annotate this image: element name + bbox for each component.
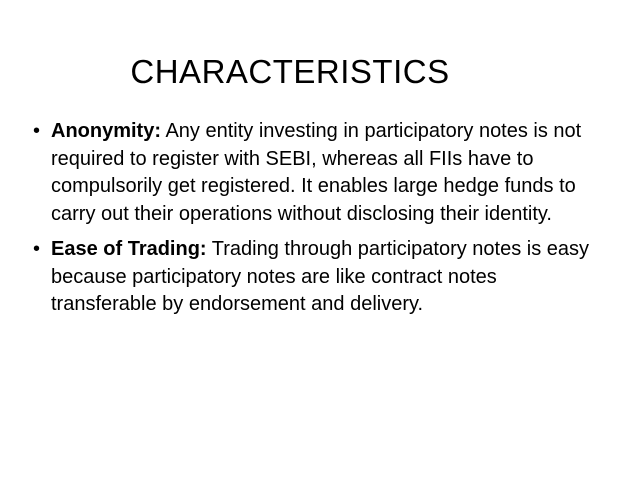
bullet-text: Any entity investing in participatory notes is not required to register with SEBI, whereas all FIIs have to compulsorily get registered. It enables large hedge funds to carry out their operations without disclosing their identity. — [51, 120, 582, 225]
bullet-icon: • — [33, 238, 41, 260]
bullet-term: Ease of Trading: — [51, 238, 207, 260]
bullet-list — [33, 118, 593, 327]
bullet-term: Anonymity: — [51, 120, 161, 142]
bullet-icon: • — [33, 120, 41, 142]
bullet-item-ease-of-trading — [33, 236, 593, 319]
slide-title: CHARACTERISTICS — [130, 53, 450, 90]
bullet-item-anonymity — [33, 118, 593, 228]
bullet-text: Trading through participatory notes is easy because participatory notes are like contract notes transferable by endorsement and delivery. — [51, 238, 590, 315]
